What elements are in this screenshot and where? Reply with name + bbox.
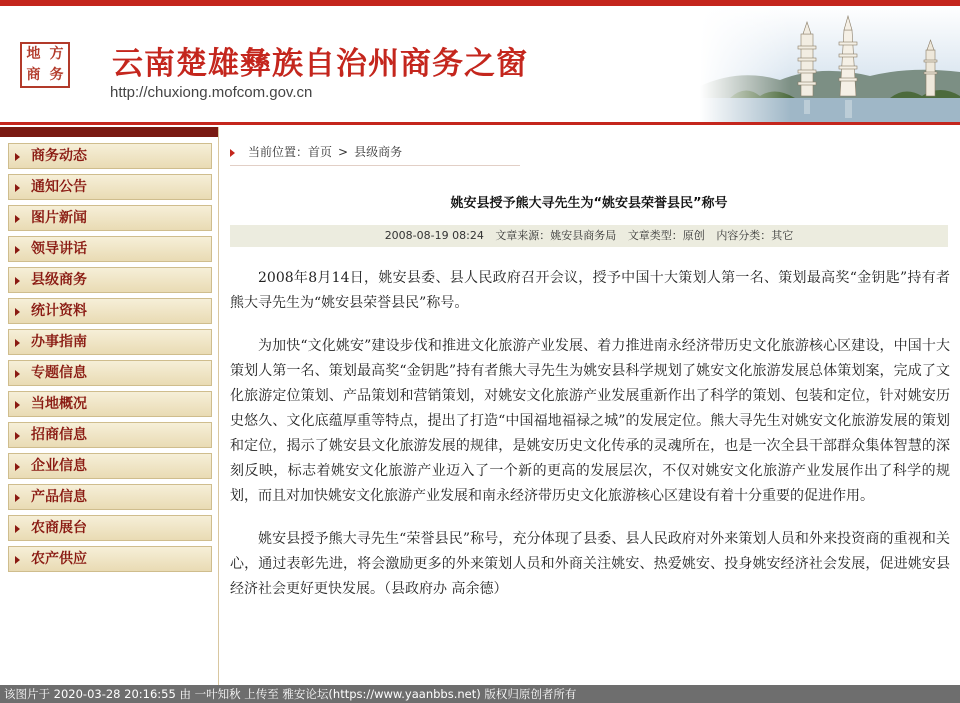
arrow-right-icon xyxy=(15,308,20,316)
arrow-right-icon xyxy=(15,246,20,254)
sidebar-item-label: 专题信息 xyxy=(31,365,87,381)
sidebar-item-label: 招商信息 xyxy=(31,427,87,443)
sidebar-item-investment-info[interactable] xyxy=(8,422,212,448)
site-logo[interactable] xyxy=(20,42,70,88)
sidebar-item-service-guide[interactable] xyxy=(8,329,212,355)
article-paragraph: 姚安县授予熊大寻先生“荣誉县民”称号，充分体现了县委、县人民政府对外来策划人员和外来投资商的重视和关心，通过表彰先进，将会激励更多的外来策划人员和外商关注姚安、热爱姚安、投身姚安经济社会发展，促进姚安县经济社会更好更快发展。（县政府办 高余德） xyxy=(230,531,950,597)
sidebar-item-agri-supply[interactable] xyxy=(8,546,212,572)
article-paragraph: 为加快“文化姚安”建设步伐和推进文化旅游产业发展、着力推进南永经济带历史文化旅游核心区建设，中国十大策划人第一名、策划最高奖“金钥匙”持有者熊大寻先生为姚安县科学规划了姚安文化旅游发展总体策划案，完成了文化旅游定位策划、产品策划和营销策划，对姚安文化旅游产业发展重新作出了科学的策划、包装和定位，针对姚安历史悠久、文化底蕴厚重等特点，提出了打造“中国福地福禄之城”的发展定位。熊大寻先生对姚安文化旅游发展的策划和定位，揭示了姚安县文化旅游发展的规律，是姚安历史文化传承的灵魂所在，也是一次全县干部群众集体智慧的深刻反映，标志着姚安文化旅游产业迈入了一个新的更高的发展层次，不仅对姚安文化旅游产业发展作出了科学的规划，而且对加快姚安文化旅游产业发展和南永经济带历史文化旅游核心区建设有着十分重要的促进作用。 xyxy=(230,338,950,504)
sidebar-item-agri-showcase[interactable] xyxy=(8,515,212,541)
logo-char: 方 xyxy=(49,46,64,62)
sidebar-item-enterprise-info[interactable] xyxy=(8,453,212,479)
sidebar-item-business-news[interactable] xyxy=(8,143,212,169)
sidebar-item-label: 图片新闻 xyxy=(31,210,87,226)
sidebar-item-photo-news[interactable] xyxy=(8,205,212,231)
sidebar-item-label: 农产供应 xyxy=(31,551,87,567)
site-url[interactable]: http://chuxiong.mofcom.gov.cn xyxy=(110,84,313,101)
arrow-right-icon xyxy=(15,339,20,347)
sidebar-item-label: 企业信息 xyxy=(31,458,87,474)
article-meta-bar xyxy=(230,225,948,247)
article-body xyxy=(230,266,950,620)
sidebar-item-label: 统计资料 xyxy=(31,303,87,319)
arrow-right-icon xyxy=(15,432,20,440)
arrow-right-icon xyxy=(15,463,20,471)
breadcrumb-home-link[interactable]: 首页 xyxy=(308,145,333,159)
breadcrumb xyxy=(230,143,520,166)
article-date: 2008-08-19 08:24 xyxy=(384,229,484,242)
breadcrumb-prefix: 当前位置： xyxy=(248,145,309,159)
sidebar xyxy=(0,127,219,685)
arrow-right-icon xyxy=(15,401,20,409)
sidebar-item-leader-speeches[interactable] xyxy=(8,236,212,262)
sidebar-item-notices[interactable] xyxy=(8,174,212,200)
arrow-right-icon xyxy=(15,184,20,192)
site-header xyxy=(0,6,960,122)
breadcrumb-text xyxy=(248,143,402,161)
sidebar-item-label: 商务动态 xyxy=(31,148,87,164)
article-source: 文章来源：姚安县商务局 xyxy=(495,229,617,242)
logo-char: 地 xyxy=(26,46,41,62)
sidebar-item-special-topics[interactable] xyxy=(8,360,212,386)
site-title: 云南楚雄彝族自治州商务之窗 xyxy=(112,46,528,82)
article-category: 内容分类：其它 xyxy=(716,229,794,242)
sidebar-item-label: 产品信息 xyxy=(31,489,87,505)
logo-char: 务 xyxy=(49,67,64,83)
sidebar-item-label: 当地概况 xyxy=(31,396,87,412)
article-type: 文章类型：原创 xyxy=(627,229,705,242)
arrow-right-icon xyxy=(15,215,20,223)
arrow-right-icon xyxy=(15,525,20,533)
header-divider xyxy=(0,122,960,125)
logo-char: 商 xyxy=(26,67,41,83)
article-paragraph: 2008年8月14日，姚安县委、县人民政府召开会议，授予中国十大策划人第一名、策划最高奖“金钥匙”持有者熊大寻先生为“姚安县荣誉县民”称号。 xyxy=(230,270,950,311)
breadcrumb-current-link[interactable]: 县级商务 xyxy=(354,145,403,159)
arrow-right-icon xyxy=(15,556,20,564)
sidebar-item-product-info[interactable] xyxy=(8,484,212,510)
sidebar-item-statistics[interactable] xyxy=(8,298,212,324)
breadcrumb-separator: > xyxy=(338,145,349,159)
sidebar-top-bar xyxy=(0,127,218,137)
arrow-right-icon xyxy=(15,277,20,285)
arrow-right-icon xyxy=(15,370,20,378)
sidebar-item-label: 通知公告 xyxy=(31,179,87,195)
sidebar-item-label: 领导讲话 xyxy=(31,241,87,257)
sidebar-item-label: 县级商务 xyxy=(31,272,87,288)
sidebar-item-local-overview[interactable] xyxy=(8,391,212,417)
sidebar-item-label: 农商展台 xyxy=(31,520,87,536)
article-title: 姚安县授予熊大寻先生为“姚安县荣誉县民”称号 xyxy=(450,196,728,211)
pagoda-scenery-image xyxy=(700,6,960,122)
arrow-right-icon xyxy=(15,494,20,502)
sidebar-item-label: 办事指南 xyxy=(31,334,87,350)
sidebar-item-county-business[interactable] xyxy=(8,267,212,293)
upload-watermark-bar: 该图片于 2020-03-28 20:16:55 由 一叶知秋 上传至 雅安论坛(https://www.yaanbbs.net) 版权归原创者所有 xyxy=(0,685,960,703)
arrow-right-icon xyxy=(230,149,235,157)
arrow-right-icon xyxy=(15,153,20,161)
